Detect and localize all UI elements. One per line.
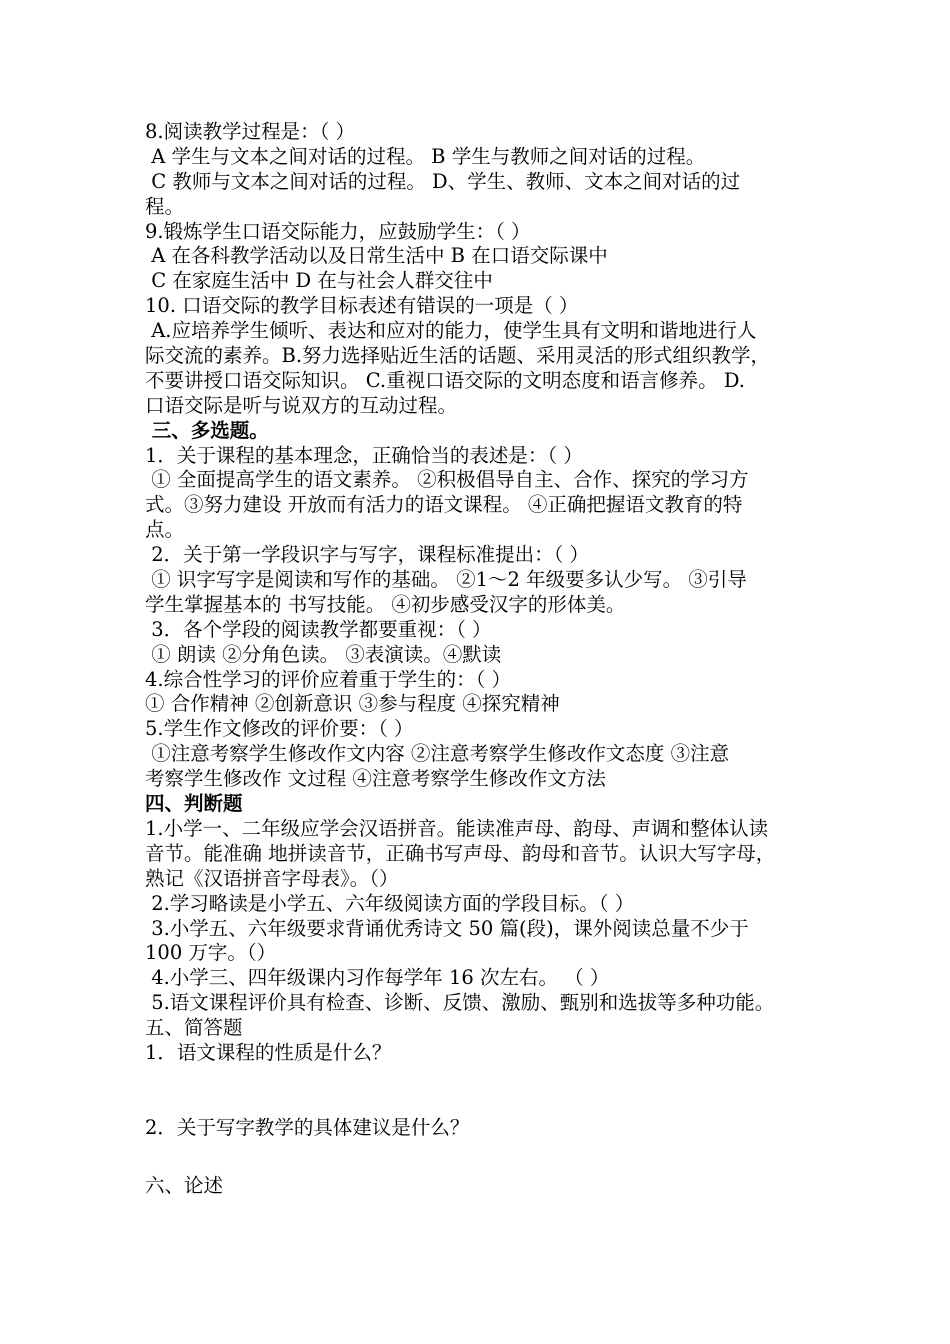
option-line: A 在各科教学活动以及日常生活中 B 在口语交际课中	[145, 244, 608, 268]
tf-question-1-cont: 音节。能准确 地拼读音节，正确书写声母、韵母和音节。认识大写字母，	[145, 841, 776, 865]
answer-space	[145, 1066, 845, 1116]
option-line: ① 识字写字是阅读和写作的基础。 ②1～2 年级要多认少写。 ③引导	[145, 568, 747, 592]
mc-question-3: 3．各个学段的阅读教学都要重视：（ ）	[145, 617, 492, 641]
option-line: C 教师与文本之间对话的过程。 D、学生、教师、文本之间对话的过	[145, 169, 741, 193]
tf-question-1: 1.小学一、二年级应学会汉语拼音。能读准声母、韵母、声调和整体认读	[145, 816, 769, 840]
option-line: A.应培养学生倾听、表达和应对的能力，使学生具有文明和谐地进行人	[145, 319, 757, 343]
option-line: ① 全面提高学生的语文素养。 ②积极倡导自主、合作、探究的学习方	[145, 468, 749, 492]
option-line-cont: 不要讲授口语交际知识。 C.重视口语交际的文明态度和语言修养。 D.	[145, 368, 745, 392]
option-line-cont: 点。	[145, 518, 185, 542]
option-line-cont: 口语交际是听与说双方的互动过程。	[145, 393, 458, 417]
section-heading-multiple-choice: 三、多选题。	[145, 418, 269, 442]
tf-question-2: 2.学习略读是小学五、六年级阅读方面的学段目标。（ ）	[145, 891, 635, 915]
mc-question-2: 2．关于第一学段识字与写字，课程标准提出：（ ）	[145, 543, 590, 567]
mc-question-4: 4.综合性学习的评价应着重于学生的：（ ）	[145, 667, 512, 691]
question-10: 10. 口语交际的教学目标表述有错误的一项是（ ）	[145, 294, 579, 318]
question-8: 8.阅读教学过程是：（ ）	[145, 120, 356, 143]
sa-question-2: 2．关于写字教学的具体建议是什么？	[145, 1115, 470, 1139]
option-line-cont: 学生掌握基本的 书写技能。 ④初步感受汉字的形体美。	[145, 592, 626, 616]
section-heading-essay: 六、论述	[145, 1173, 224, 1197]
option-line: ① 合作精神 ②创新意识 ③参与程度 ④探究精神	[145, 692, 560, 716]
section-heading-short-answer: 五、简答题	[145, 1016, 243, 1040]
tf-question-3: 3.小学五、六年级要求背诵优秀诗文 50 篇(段)，课外阅读总量不少于	[145, 916, 749, 940]
option-line: ① 朗读 ②分角色读。 ③表演读。④默读	[145, 642, 502, 666]
option-line-cont: 考察学生修改作 文过程 ④注意考察学生修改作文方法	[145, 767, 606, 791]
option-line: ①注意考察学生修改作文内容 ②注意考察学生修改作文态度 ③注意	[145, 742, 730, 766]
question-9: 9.锻炼学生口语交际能力，应鼓励学生：（ ）	[145, 219, 531, 243]
section-heading-true-false: 四、判断题	[145, 792, 243, 816]
tf-question-3-cont: 100 万字。（）	[145, 941, 277, 965]
option-line-cont: 程。	[145, 194, 185, 218]
option-line-cont: 际交流的素养。B.努力选择贴近生活的话题、采用灵活的形式组织教学，	[145, 344, 771, 368]
document-page	[145, 120, 845, 1199]
tf-question-4: 4.小学三、四年级课内习作每学年 16 次左右。 （ ）	[145, 966, 610, 990]
answer-space	[145, 1141, 845, 1174]
option-line: C 在家庭生活中 D 在与社会人群交往中	[145, 269, 493, 293]
option-line: A 学生与文本之间对话的过程。 B 学生与教师之间对话的过程。	[145, 144, 706, 168]
sa-question-1: 1．语文课程的性质是什么？	[145, 1040, 392, 1064]
tf-question-1-cont: 熟记《汉语拼音字母表》。（）	[145, 866, 399, 890]
mc-question-1: 1．关于课程的基本理念，正确恰当的表述是：（ ）	[145, 443, 583, 467]
mc-question-5: 5.学生作文修改的评价要：（ ）	[145, 717, 414, 741]
option-line-cont: 式。③努力建设 开放而有活力的语文课程。 ④正确把握语文教育的特	[145, 493, 743, 517]
tf-question-5: 5.语文课程评价具有检查、诊断、反馈、激励、甄别和选拔等多种功能。	[145, 991, 775, 1015]
